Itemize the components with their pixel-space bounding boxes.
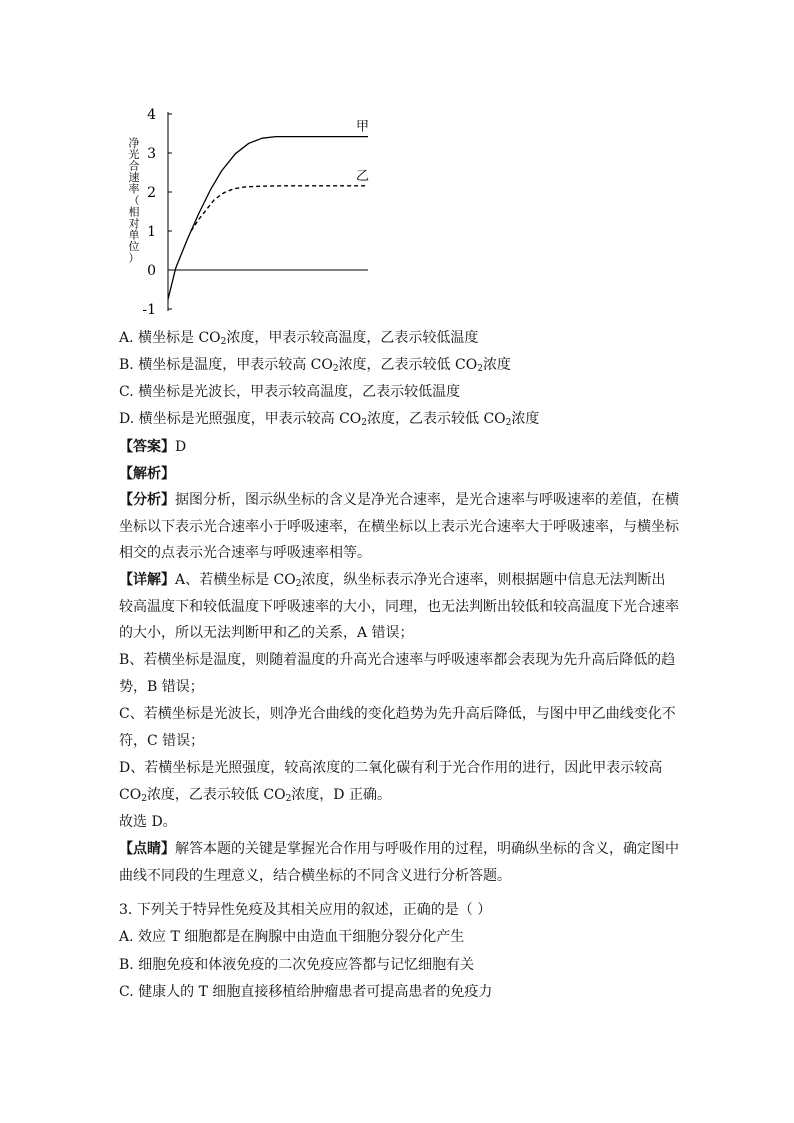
series-label-1: 甲: [356, 119, 370, 135]
y-tick-label: 1: [147, 224, 156, 240]
conclusion: 故选 D。: [119, 814, 177, 830]
xiangjie-c: C、若横坐标是光波长，则净光合曲线的变化趋势为先升高后降低，与图中甲乙曲线变化不符，C 错误；: [119, 706, 676, 749]
option-c: C. 横坐标是光波长，甲表示较高温度，乙表示较低温度: [119, 384, 461, 400]
y-tick-label: 4: [147, 107, 156, 123]
y-axis-label-char: 光: [128, 148, 140, 161]
question-3-stem: 3. 下列关于特异性免疫及其相关应用的叙述，正确的是（ ）: [119, 902, 492, 918]
y-axis-label-char: 合: [128, 159, 140, 173]
y-axis-label-char: 位: [128, 240, 140, 253]
y-tick-label: 3: [147, 146, 156, 162]
question-3-option-a: A. 效应 T 细胞都是在胸腺中由造血干细胞分裂分化产生: [119, 929, 465, 945]
option-d: D. 横坐标是光照强度，甲表示较高 $CO_2$浓度，乙表示较低 $CO_2$浓度: [119, 411, 540, 428]
y-axis-label-char: 净: [128, 136, 140, 150]
dianjing-paragraph: 【点睛】解答本题的关键是掌握光合作用与呼吸作用的过程，明确纵坐标的含义，确定图中曲线不同段的生理意义，结合横坐标的不同含义进行分析答题。: [119, 841, 679, 884]
y-axis-label-char: ）: [128, 251, 140, 265]
answer-label: 【答案】: [119, 439, 175, 455]
series-line-2: [191, 186, 368, 231]
question-3-option-c: C. 健康人的 T 细胞直接移植给肿瘤患者可提高患者的免疫力: [119, 984, 493, 1000]
xiangjie-b: B、若横坐标是温度，则随着温度的升高光合速率与呼吸速率都会表现为先升高后降低的趋势，B 错误；: [119, 652, 676, 695]
chart-curves: [168, 137, 368, 300]
net-photosynthesis-chart: [118, 100, 388, 320]
chart-labels: [129, 120, 370, 265]
y-axis-label-char: 速: [128, 171, 140, 184]
y-tick-label: -1: [142, 302, 156, 318]
option-b: B. 横坐标是温度，甲表示较高 $CO_2$浓度，乙表示较低 $CO_2$浓度: [119, 357, 511, 374]
y-axis-label-char: 率: [128, 182, 140, 196]
y-tick-label: 2: [147, 185, 156, 201]
series-line-1: [168, 137, 368, 300]
y-tick-label: 0: [147, 263, 156, 279]
xiangjie-d: D、若横坐标是光照强度，较高浓度的二氧化碳有利于光合作用的进行，因此甲表示较高 $CO_2$浓度，乙表示较低 $CO_2$浓度，D 正确。: [119, 760, 663, 804]
xiangjie-paragraph: 【详解】A、若横坐标是 $CO_2$浓度，纵坐标表示净光合速率，则根据题中信息无法判断出较高温度下和较低温度下呼吸速率的大小，同理，也无法判断出较低和较高温度下光合速率的大小，所以无法判断甲和乙的关系，A 错误；: [119, 572, 679, 642]
answer-line: [119, 438, 186, 456]
answer-value: D: [175, 439, 187, 455]
option-a: A. 横坐标是 $CO_2$浓度，甲表示较高温度，乙表示较低温度: [119, 330, 479, 347]
chart-axes: [168, 112, 368, 311]
y-axis-label-char: （: [128, 194, 140, 207]
question-3-option-b: B. 细胞免疫和体液免疫的二次免疫应答都与记忆细胞有关: [119, 957, 475, 973]
y-axis-label-char: 单: [128, 228, 140, 242]
analysis-heading: 【解析】: [119, 466, 175, 482]
series-label-2: 乙: [356, 168, 370, 184]
y-axis-label-char: 对: [128, 217, 140, 230]
fenxi-paragraph: 【分析】据图分析，图示纵坐标的含义是净光合速率，是光合速率与呼吸速率的差值，在横坐标以下表示光合速率小于呼吸速率，在横坐标以上表示光合速率大于呼吸速率，与横坐标相交的点表示光合速率与呼吸速率相等。: [119, 492, 679, 562]
y-axis-label-char: 相: [128, 205, 140, 219]
